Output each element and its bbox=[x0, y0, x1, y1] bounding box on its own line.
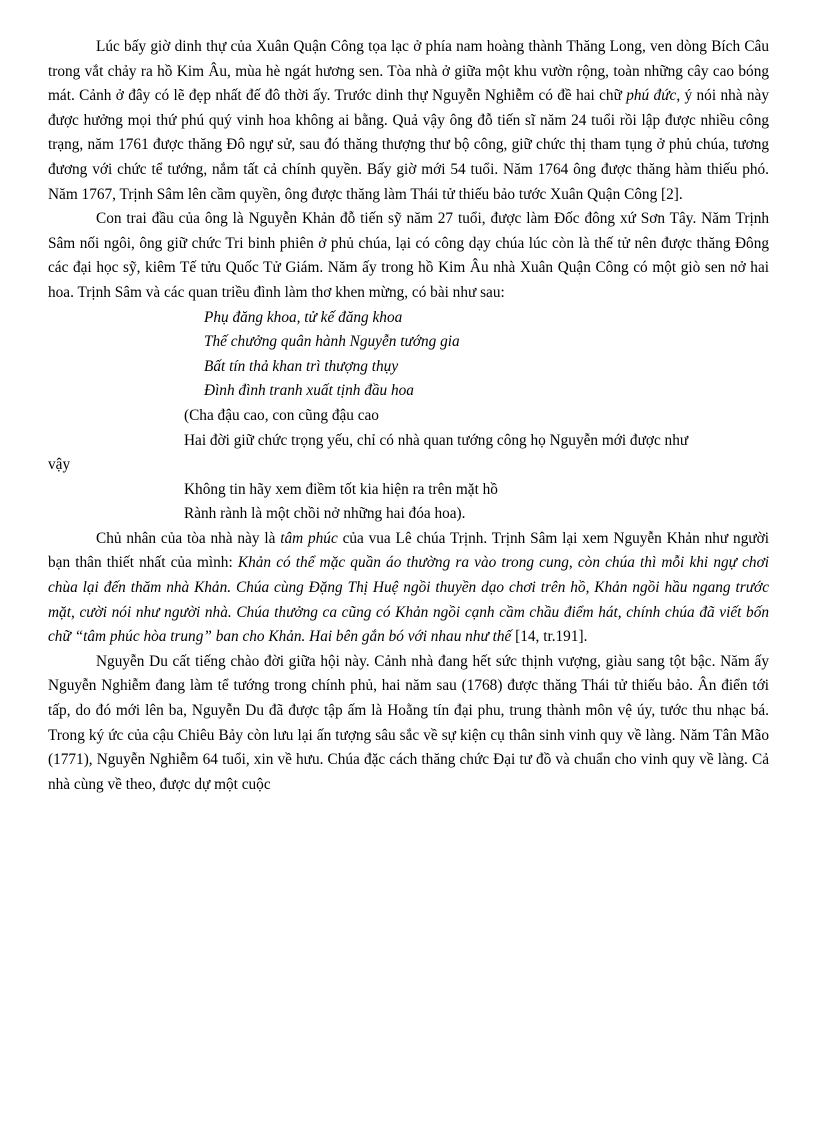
poem-line: Bất tín thả khan trì thượng thụy bbox=[204, 357, 399, 375]
paragraph-nguyen-khan: Con trai đầu của ông là Nguyễn Khản đỗ tiến sỹ năm 27 tuổi, được làm Đốc đông xứ Sơn Tây. Năm Trịnh Sâm nối ngôi, ông giữ chức Tri binh phiên ở phủ chúa, lại có công dạy chúa lúc còn là thế tử nên được thăng Đông các đại học sỹ, kiêm Tế tửu Quốc Tử Giám. Năm ấy trong hồ Kim Âu nhà Xuân Quận Công có một giò sen nở hai hoa. Trịnh Sâm và các quan triều đình làm thơ khen mừng, có bài như sau: bbox=[48, 210, 769, 301]
italic-quote: Khản có thể mặc quần áo thường ra vào trong cung, còn chúa thì mỗi khi ngự chơi chùa lại đến thăm nhà Khản. Chúa cùng Đặng Thị Huệ ngồi thuyền dạo chơi trên hồ, Khản ngồi hầu ngang trước mặt, cười nói như người nhà. Chúa thưởng ca cũng có Khản ngồi cạnh cầm chầu điểm hát, chính chúa đã viết bốn chữ “tâm phúc hòa trung” ban cho Khản. Hai bên gắn bó với nhau như thế bbox=[48, 554, 769, 646]
italic-phrase: phú đức bbox=[626, 87, 677, 105]
italic-phrase: tâm phúc bbox=[280, 529, 338, 547]
translation-line: Không tin hãy xem điềm tốt kia hiện ra trên mặt hồ bbox=[184, 480, 498, 498]
paragraph-text: , ý nói nhà này được hưởng mọi thứ phú quý vinh hoa không ai bằng. Quả vậy ông đỗ tiến sĩ năm 24 tuổi rồi lập được nhiều công trạng, năm 1761 được thăng Đô ngự sử, sau đó thăng thượng thư bộ công, giữ chức thị tham tụng ở phủ chúa, tương đương với chức tể tướng, nắm tất cả chính quyền. Bấy giờ mới 54 tuổi. Năm 1764 ông được thăng hàm thiếu phó. Năm 1767, Trịnh Sâm lên cầm quyền, ông được thăng làm Thái tử thiếu bảo tước Xuân Quận Công [2]. bbox=[48, 87, 769, 203]
poem-line: Thế chưởng quân hành Nguyễn tướng gia bbox=[204, 333, 460, 351]
translation-line-wrap: vậy bbox=[48, 456, 71, 474]
translation-line: Rành rành là một chồi nở những hai đóa hoa). bbox=[184, 505, 466, 523]
paragraph-chu-nhan bbox=[48, 527, 769, 650]
citation: [14, tr.191]. bbox=[511, 628, 588, 646]
poem-line: Đình đình tranh xuất tịnh đầu hoa bbox=[204, 382, 414, 400]
paragraph-dinh-thu bbox=[48, 35, 769, 207]
paragraph-text: Chủ nhân của tòa nhà này là bbox=[96, 529, 281, 547]
paragraph-text: của vua Lê chúa Trịnh. Trịnh Sâm lại xem Nguyễn Khản như người bạn thân thiết nhất của mình: bbox=[48, 529, 769, 572]
poem-block bbox=[48, 306, 769, 527]
paragraph-nguyen-du: Nguyễn Du cất tiếng chào đời giữa hội này. Cảnh nhà đang hết sức thịnh vượng, giàu sang tột bậc. Năm ấy Nguyễn Nghiễm đang làm tể tướng trong chính phủ, hai năm sau (1768) được thăng Thái tử thiếu bảo. Ân điển tới tấp, do đó mới lên ba, Nguyễn Du đã được tập ấm là Hoằng tín đại phu, trung thành môn vệ úy, tước thu nhạc bá. Trong ký ức của cậu Chiêu Bảy còn lưu lại ấn tượng sâu sắc về sự kiện cụ thân sinh vinh quy về làng. Năm Tân Mão (1771), Nguyễn Nghiễm 64 tuổi, xin về hưu. Chúa đặc cách thăng chức Đại tư đồ và chuẩn cho vinh quy về làng. Cả nhà cùng về theo, được dự một cuộc bbox=[48, 652, 769, 793]
poem-line: Phụ đăng khoa, tử kế đăng khoa bbox=[204, 308, 403, 326]
translation-line: Hai đời giữ chức trọng yếu, chỉ có nhà quan tướng công họ Nguyễn mới được như bbox=[184, 431, 689, 449]
translation-line: (Cha đậu cao, con cũng đậu cao bbox=[184, 406, 379, 424]
paragraph-text: Lúc bấy giờ dinh thự của Xuân Quận Công tọa lạc ở phía nam hoàng thành Thăng Long, ven dòng Bích Câu trong vắt chảy ra hồ Kim Âu, mùa hè ngát hương sen. Tòa nhà ở giữa một khu vườn rộng, toàn những cây cao bóng mát. Cảnh ở đây có lẽ đẹp nhất đế đô thời ấy. Trước dinh thự Nguyễn Nghiễm có đề hai chữ bbox=[48, 38, 769, 105]
document-page bbox=[48, 35, 769, 797]
